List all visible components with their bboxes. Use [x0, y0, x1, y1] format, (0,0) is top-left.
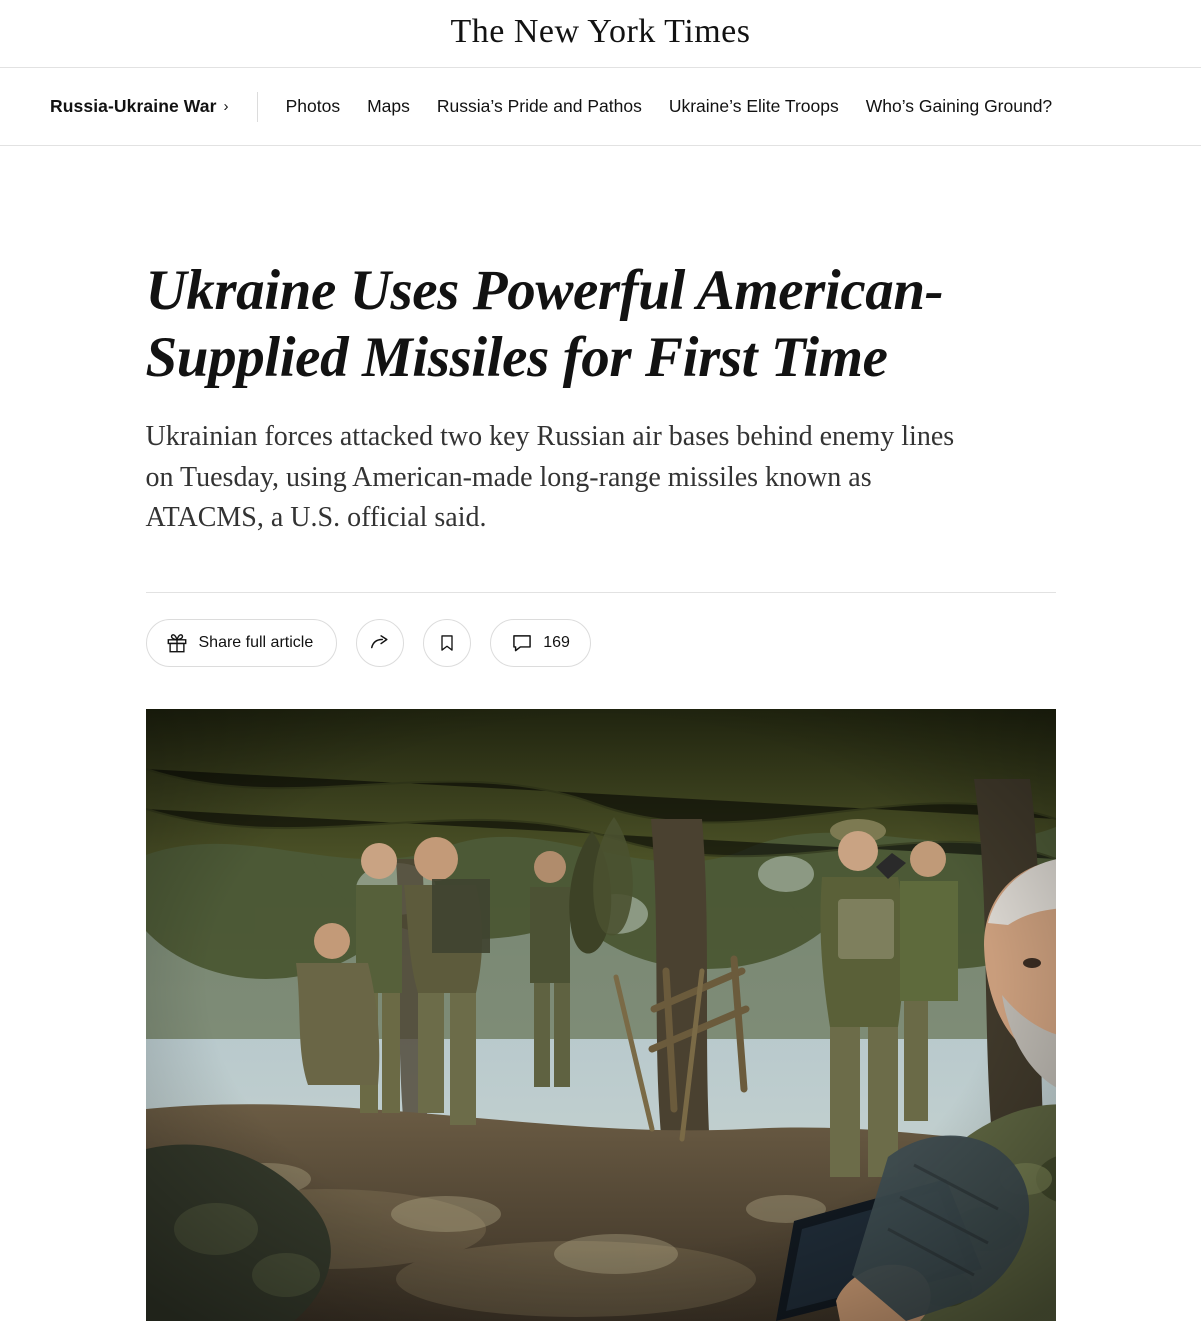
- share-arrow-icon: [369, 632, 391, 654]
- comment-bubble-icon: [511, 632, 533, 654]
- nav-link-photos[interactable]: Photos: [285, 96, 341, 116]
- share-full-article-label: Share full article: [198, 634, 314, 652]
- nav-divider: [257, 92, 258, 122]
- nav-section-label: Russia-Ukraine War: [50, 96, 217, 116]
- nyt-logo[interactable]: The New York Times: [450, 12, 751, 50]
- nav-link-maps[interactable]: Maps: [367, 96, 410, 116]
- lead-image: [146, 709, 1056, 1321]
- comments-count: 169: [543, 634, 570, 652]
- nav-links: [286, 96, 1161, 117]
- article-action-bar: [146, 593, 1056, 667]
- nav-section-russia-ukraine-war[interactable]: [50, 96, 229, 117]
- chevron-right-icon: ›: [223, 98, 229, 115]
- nav-link-whos-gaining-ground[interactable]: Who’s Gaining Ground?: [865, 96, 1053, 116]
- page-title: Ukraine Uses Powerful American-Supplied Missiles for First Time: [145, 259, 944, 389]
- share-full-article-button[interactable]: [146, 619, 338, 667]
- nav-link-russias-pride-and-pathos[interactable]: Russia’s Pride and Pathos: [436, 96, 642, 116]
- save-button[interactable]: [423, 619, 471, 667]
- article-body: [0, 146, 1201, 1321]
- bookmark-icon: [437, 633, 457, 653]
- section-navigation-bar: [0, 68, 1201, 146]
- masthead: [0, 0, 1201, 68]
- share-button[interactable]: [356, 619, 404, 667]
- lead-media: [146, 709, 1056, 1321]
- gift-icon: [166, 632, 188, 654]
- comments-button[interactable]: [490, 619, 591, 667]
- article-summary: Ukrainian forces attacked two key Russian air bases behind enemy lines on Tuesday, using American-made long-range missiles known as ATACMS, a U.S. official said.: [145, 421, 955, 533]
- nav-link-ukraines-elite-troops[interactable]: Ukraine’s Elite Troops: [668, 96, 839, 116]
